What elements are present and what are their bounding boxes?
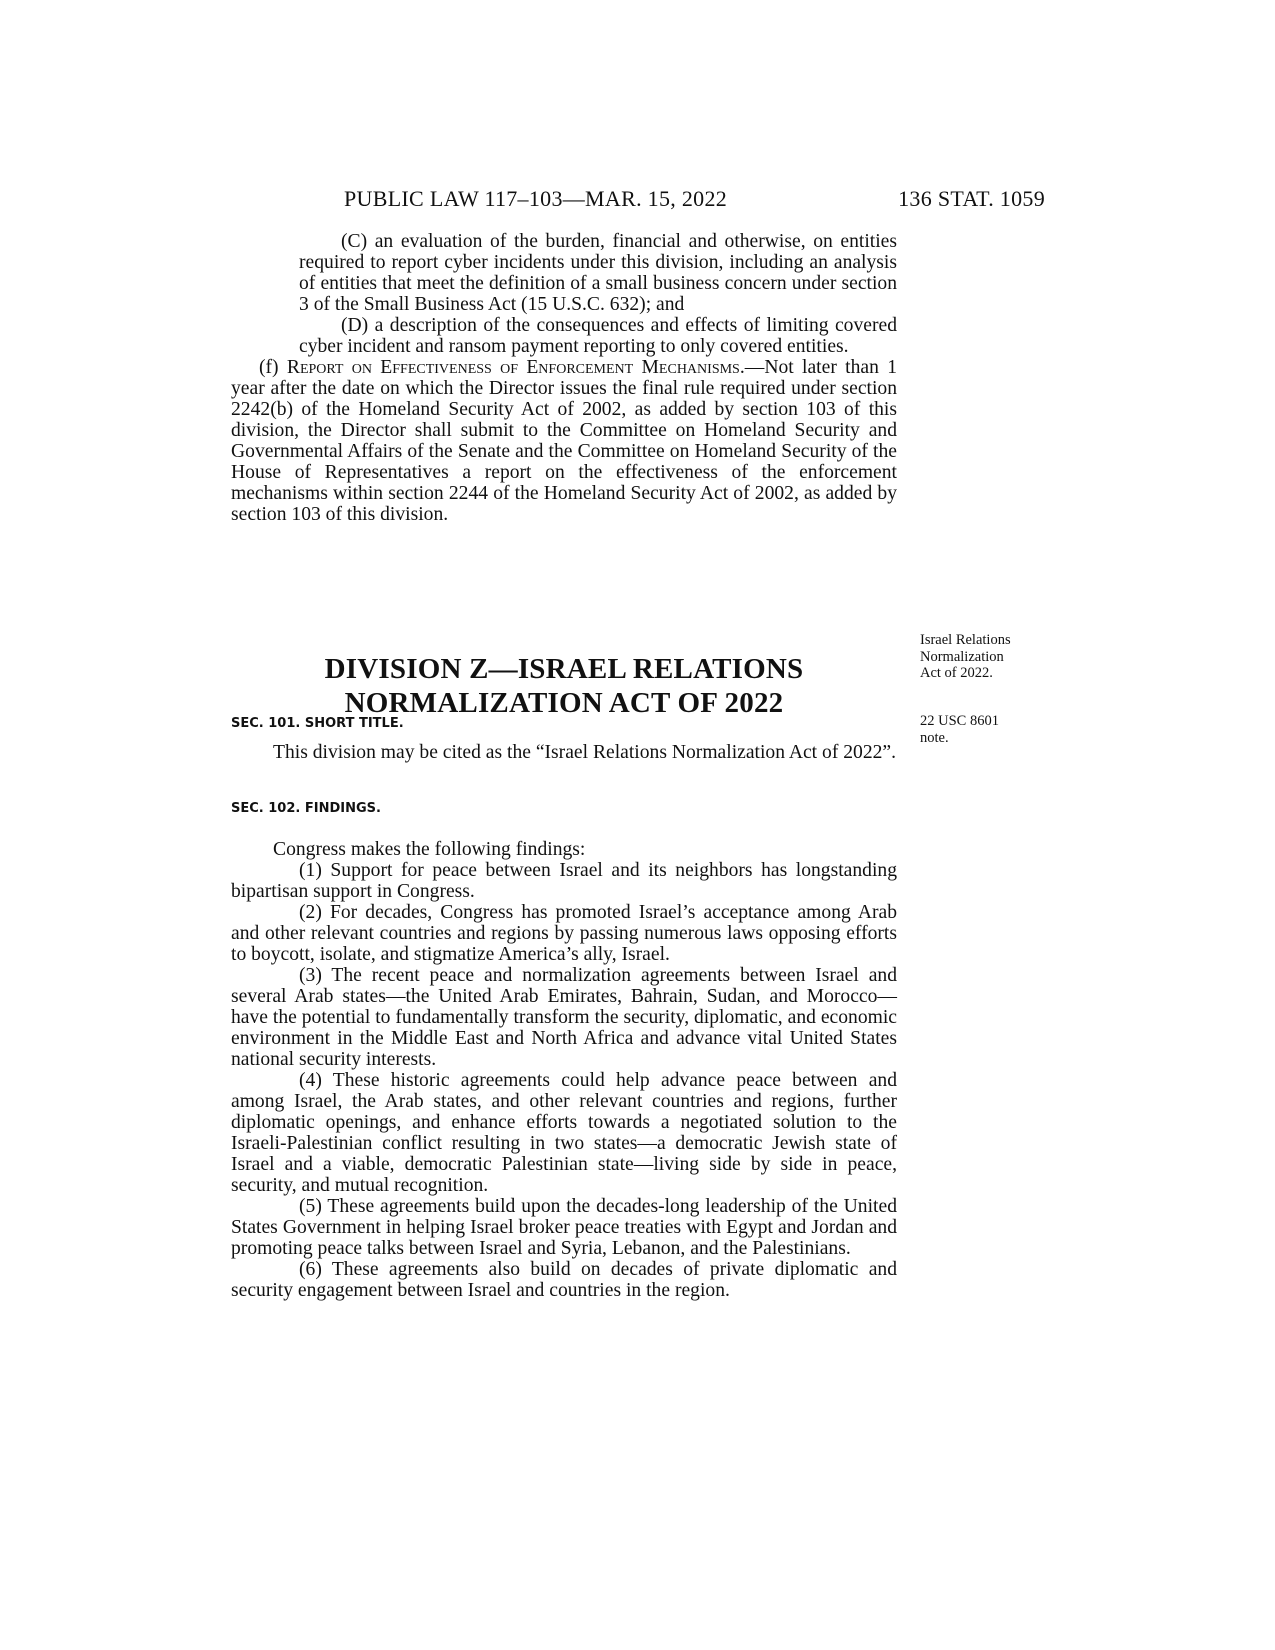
item-c: (C) an evaluation of the burden, financial and otherwise, on entities required to report cyber incidents under this division, including an analysis of entities that meet the definition of a small business concern under section 3 of the Small Business Act (15 U.S.C. 632); and <box>299 231 897 315</box>
finding-6: (6) These agreements also build on decades of private diplomatic and security engagement between Israel and countries in the region. <box>231 1259 897 1301</box>
margin-note-line: 22 USC 8601 <box>920 713 999 729</box>
item-d: (D) a description of the consequences and effects of limiting covered cyber incident and ransom payment reporting to only covered entities. <box>299 315 897 357</box>
section-102 <box>231 798 897 1301</box>
item-f <box>231 357 897 525</box>
division-title <box>231 652 897 720</box>
margin-note-line: Normalization <box>920 648 1004 665</box>
margin-note-line: Act of 2022. <box>920 665 993 681</box>
finding-3: (3) The recent peace and normalization agreements between Israel and several Arab states—the United Arab Emirates, Bahrain, Sudan, and Morocco—have the potential to fundamentally transform the security, diplomatic, and economic environment in the Middle East and North Africa and advance vital United States national security interests. <box>231 965 897 1070</box>
division-title-line2: NORMALIZATION ACT OF 2022 <box>344 687 784 719</box>
finding-5: (5) These agreements build upon the decades-long leadership of the United States Government in helping Israel broker peace treaties with Egypt and Jordan and promoting peace talks between Israel and Syria, Lebanon, and the Palestinians. <box>231 1196 897 1259</box>
sec-101-heading: SEC. 101. SHORT TITLE. <box>231 716 404 731</box>
division-title-line1: DIVISION Z—ISRAEL RELATIONS <box>324 653 804 685</box>
margin-note-line: note. <box>920 729 949 746</box>
item-f-text: —Not later than 1 year after the date on which the Director issues the final rule required under section 2242(b) of the Homeland Security Act of 2002, as added by section 103 of this division, the Director shall submit to the Committee on Homeland Security and Governmental Affairs of the Senate and the Committee on Homeland Security of the House of Representatives a report on the effectiveness of the enforcement mechanisms within section 2244 of the Homeland Security Act of 2002, as added by section 103 of this division. <box>231 357 897 525</box>
sec-102-intro: Congress makes the following findings: <box>273 839 586 860</box>
margin-note-short-title <box>920 632 1050 682</box>
finding-2: (2) For decades, Congress has promoted Israel’s acceptance among Arab and other relevant countries and regions by passing numerous laws opposing efforts to boycott, isolate, and stigmatize America’s ally, Israel. <box>231 902 897 965</box>
sec-101-text: This division may be cited as the “Israel Relations Normalization Act of 2022”. <box>273 742 897 763</box>
margin-note-usc <box>920 713 1050 746</box>
running-head: PUBLIC LAW 117–103—MAR. 15, 2022 <box>344 186 728 211</box>
page-header <box>227 186 1045 216</box>
section-101 <box>231 713 897 763</box>
continuation-block <box>231 231 897 525</box>
finding-1: (1) Support for peace between Israel and its neighbors has longstanding bipartisan support in Congress. <box>231 860 897 902</box>
item-f-heading: Report on Effectiveness of Enforcement Mechanisms. <box>286 357 745 378</box>
finding-4: (4) These historic agreements could help advance peace between and among Israel, the Arab states, and other relevant countries and regions, further diplomatic openings, and enhance efforts towards a negotiated solution to the Israeli-Palestinian conflict resulting in two states—a democratic Jewish state of Israel and a viable, democratic Palestinian state—living side by side in peace, security, and mutual recognition. <box>231 1070 897 1196</box>
sec-102-heading: SEC. 102. FINDINGS. <box>231 801 381 816</box>
margin-note-line: Israel Relations <box>920 632 1011 648</box>
item-f-label: (f) <box>259 357 279 378</box>
stat-page-number: 136 STAT. 1059 <box>898 186 1045 211</box>
